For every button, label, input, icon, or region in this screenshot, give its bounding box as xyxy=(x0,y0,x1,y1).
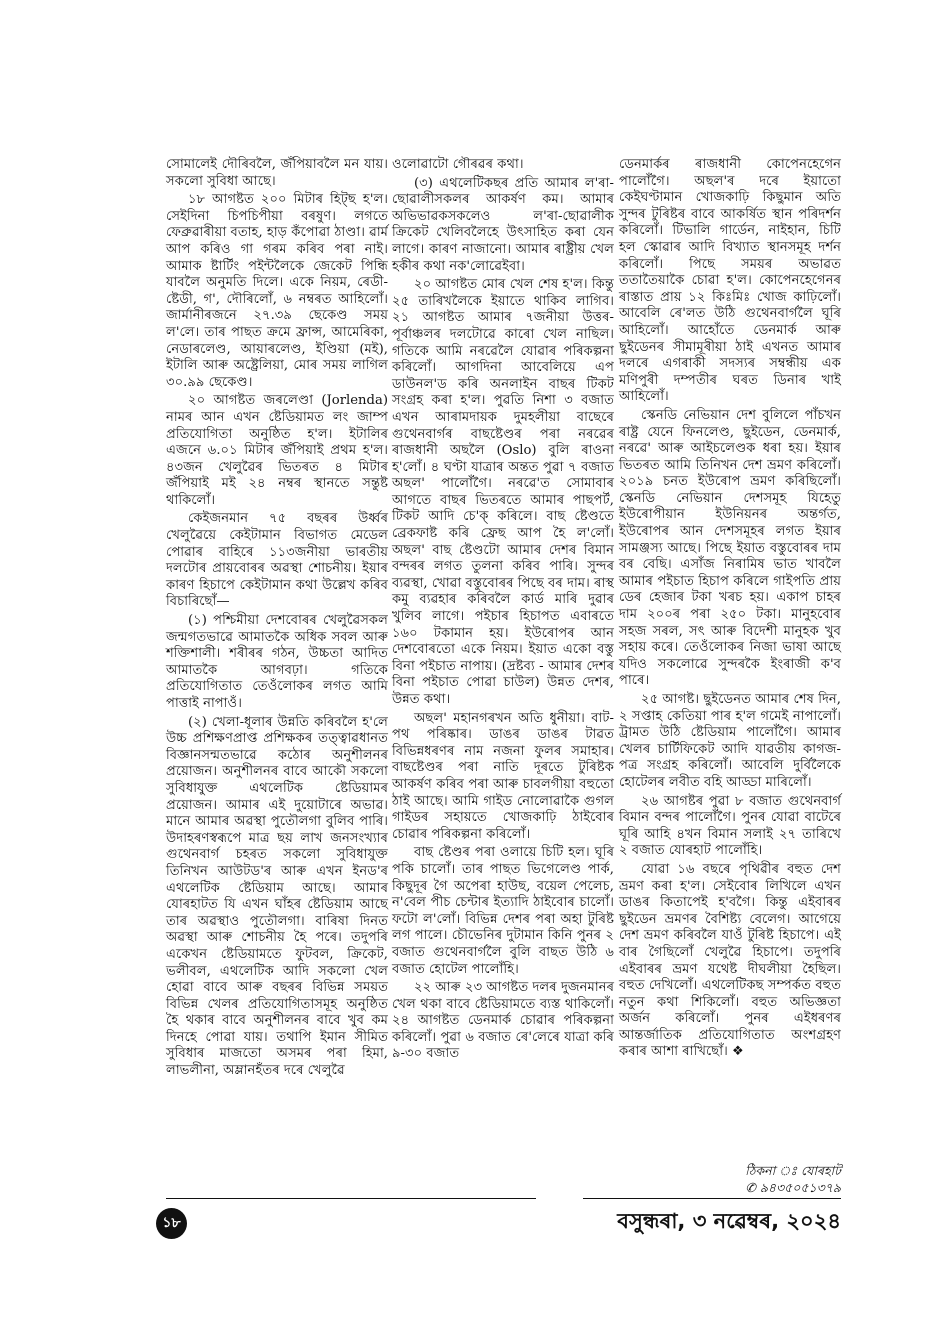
article-paragraph: (১) পশ্চিমীয়া দেশবোৰৰ খেলুৱৈসকল জন্মগতভাৱে আমাতকৈ অধিক সবল আৰু শক্তিশালী। শৰীৰৰ গঠন, উচ্চতা আদিত আমাতকৈ আগবঢ়া। গতিকে প্ৰতিযোগিতাত তেওঁলোকৰ লগত আমি পাত্তাই নাপাওঁ। xyxy=(166,613,388,711)
article-paragraph: ডেনমাৰ্কৰ ৰাজধানী কোপেনহেগেন পালোঁগৈ। অছল'ৰ দৰে ইয়াতো কেইঘণ্টামান খোজকাঢ়ি কিছুমান অতি সুন্দৰ টুৰিষ্টৰ বাবে আকৰ্ষিত স্থান পৰিদৰ্শন কৰিলোঁ। টিভালি গাৰ্ডেন, নাইহান, চিটি হল স্কোৱাৰ আদি বিখ্যাত স্থানসমূহ দৰ্শন কৰিলোঁ। পিছে সময়ৰ অভাৱত ততাতৈয়াকৈ চোৱা হ'ল। কোপেনহেগেনৰ ৰাস্তাত প্ৰায় ১২ কিঃমিঃ খোজ কাঢ়িলোঁ। আবেলি ৰে'লত উঠি গুথেনবাৰ্গলৈ ঘূৰি আহিলোঁ। আহোঁতে ডেনমাৰ্ক আৰু ছুইডেনৰ সীমামূৰীয়া ঠাই এখনত আমাৰ দলৰে এগৰাকী সদস্যৰ সম্বন্ধীয় এক মণিপুৰী দম্পতীৰ ঘৰত ডিনাৰ খাই আহিলোঁ। xyxy=(619,157,841,405)
article-paragraph: স্কেনডি নেভিয়ান দেশ বুলিলে পাঁচখন ৰাষ্ট্ৰ যেনে ফিনলেণ্ড, ছুইডেন, ডেনমাৰ্ক, নৰৱে' আৰু আইচলেণ্ডক ধৰা হয়। ইয়াৰ ভিতৰত আমি তিনিখন দেশ ভ্ৰমণ কৰিলোঁ। ২০১৯ চনত ইউৰোপ ভ্ৰমণ কৰিছিলোঁ। স্কেনডি নেভিয়ান দেশসমূহ যিহেতু ইউৰোপীয়ান ইউনিয়নৰ অন্তৰ্গত, ইউৰোপৰ আন দেশসমূহৰ লগত ইয়াৰ সামঞ্জস্য আছে। পিছে ইয়াত বস্তুবোৰৰ দাম বৰ বেছি। এসাঁজ নিৰামিষ ভাত খাবলৈ আমাৰ পইচাত হিচাপ কৰিলে গাইপতি প্ৰায় ডেৰ হেজাৰ টকা খৰচ হয়। একাপ চাহৰ দাম ২০০ৰ পৰা ২৫০ টকা। মানুহবোৰ সহজ সৰল, সৎ আৰু বিদেশী মানুহক খুব সহায় কৰে। তেওঁলোকৰ নিজা ভাষা আছে যদিও সকলোৱে সুন্দৰকৈ ইংৰাজী ক'ব পাৰে। xyxy=(619,407,841,689)
magazine-title-date: বসুন্ধৰা, ৩ নৱেম্বৰ, ২০২৪ xyxy=(617,1209,841,1233)
article-paragraph: (৩) এথলেটিকছৰ প্ৰতি আমাৰ ল'ৰা-ছোৱালীসকলৰ আকৰ্ষণ কম। আমাৰ অভিভাৱকসকলেও ল'ৰা-ছোৱালীক ক্ৰিকেট খেলিবলৈহে উৎসাহিত কৰা যেন লাগে। কাৰণ নাজানো। আমাৰ ৰাষ্ট্ৰীয় খেল হকীৰ কথা নক'লোৱেইবা। xyxy=(392,175,614,274)
footer-rule-right xyxy=(583,1198,841,1199)
article-paragraph: ওলোৱাটো গৌৰৱৰ কথা। xyxy=(392,157,524,172)
article-paragraph: ২০ আগষ্টত জৰলেণ্ডা (Jorlenda) নামৰ আন এখন ষ্টেডিয়ামত লং জাম্প প্ৰতিযোগিতা অনুষ্ঠিত হ'ল। ইটালিৰ এজনে ৬.০১ মিটাৰ জঁপিয়াই প্ৰথম হ'ল। ৪৩জন খেলুৱৈৰ ভিতৰত ৪ মিটাৰ জঁপিয়াই মই ২৪ নম্বৰ স্থানতে সন্তুষ্ট থাকিলোঁ। xyxy=(166,393,388,508)
article-paragraph: ২৬ আগষ্টৰ পুৱা ৮ বজাত গুথেনবাৰ্গ বিমান বন্দৰ পালোঁগৈ। পুনৰ যোৱা বাটেৰে ঘূৰি আহি ৪খন বিমান সলাই ২৭ তাৰিখে ২ বজাত যোৰহাট পালোঁহি। xyxy=(619,793,841,859)
article-paragraph: ২২ আৰু ২৩ আগষ্টত দলৰ দুজনমানৰ খেল থকা বাবে ষ্টেডিয়ামতে ব্যস্ত থাকিলোঁ। ২৪ আগষ্টত ডেনমাৰ্ক চোৱাৰ পৰিকল্পনা কৰিলোঁ। পুৱা ৬ বজাত ৰে'লেৰে যাত্ৰা কৰি ৯-৩০ বজাত xyxy=(392,980,614,1062)
article-paragraph: কেইজনমান ৭৫ বছৰৰ উৰ্ধ্বৰ খেলুৱৈয়ে কেইটামান বিভাগত মেডেল পোৱাৰ বাহিৰে ১১৩জনীয়া ভাৰতীয় দলটোৰ প্ৰায়বোৰৰ অৱস্থা শোচনীয়। ইয়াৰ কাৰণ হিচাপে কেইটামান কথা উল্লেখ কৰিব বিচাৰিছোঁ— xyxy=(166,511,388,610)
article-paragraph: বাছ ষ্টেণ্ডৰ পৰা ওলায়ে চিটি হল। ঘূৰি পকি চালোঁ। তাৰ পাছত ভিগেলেণ্ড পাৰ্ক, কিছুদূৰ গৈ অপেৰা হাউছ, বয়েল পেলেচ, ন'বেল পীচ চেন্টাৰ ইত্যাদি ঠাইবোৰ চালোঁ। ফটো ল'লোঁ। বিভিন্ন দেশৰ পৰা অহা টুৰিষ্ট লগ পালে। চৌভেনিৰ দুটামান কিনি পুনৰ ২ বজাত গুথেনবাৰ্গলৈ বুলি বাছত উঠি ৬ বজাত হোটেল পালোঁহি। xyxy=(392,845,614,977)
article-paragraph: সোমালেই দৌৰিবলৈ, জঁপিয়াবলৈ মন যায়। সকলো সুবিধা আছে। xyxy=(166,157,388,189)
page-number-badge: ১৮ xyxy=(156,1208,187,1239)
article-column-1 xyxy=(166,157,388,1082)
author-phone: ✆ ৯৪৩৫০৫১৩৭৯ xyxy=(745,1180,841,1195)
article-paragraph: অছল' মহানগৰখন অতি ধুনীয়া। বাট-পথ পৰিষ্কাৰ। ডাঙৰ ডাঙৰ টাৱত বিভিন্নধৰণৰ নাম নজনা ফুলৰ সমাহাৰ। বাছষ্টেণ্ডৰ পৰা নাতি দূৰতে টুৰিষ্টক আকৰ্ষণ কৰিব পৰা আৰু চাবলগীয়া বহুতো ঠাই আছে। আমি গাইড নোলোৱাকৈ গুগল গাইডৰ সহায়তে খোজকাঢ়ি ঠাইবোৰ চোৱাৰ পৰিকল্পনা কৰিলোঁ। xyxy=(392,710,614,842)
article-paragraph: (২) খেলা-ধূলাৰ উন্নতি কৰিবলৈ হ'লে উচ্চ প্ৰশিক্ষণপ্ৰাপ্ত প্ৰশিক্ষকৰ তত্ত্বাৱধানত বিজ্ঞানসন্মতভাৱে কঠোৰ অনুশীলনৰ প্ৰয়োজন। অনুশীলনৰ বাবে আকৌ সকলো সুবিধাযুক্ত এথলেটিক ষ্টেডিয়ামৰ প্ৰয়োজন। আমাৰ এই দুয়োটাৰে অভাৱ। মানে আমাৰ অৱস্থা পুতৌলগা বুলিব পাৰি। উদাহৰণস্বৰূপে মাত্ৰ ছয় লাখ জনসংখ্যাৰ গুথেনবাৰ্গ চহৰত সকলো সুবিধাযুক্ত তিনিখন আউটড'ৰ আৰু এখন ইনড'ৰ এথলেটিক ষ্টেডিয়াম আছে। আমাৰ যোৰহাটত যি এখন ঘাঁহৰ ষ্টেডিয়াম আছে তাৰ অৱস্থাও পুতৌলগা। বাৰিষা দিনত অৱস্থা আৰু শোচনীয় হৈ পৰে। তদুপৰি একেখন ষ্টেডিয়ামতে ফুটবল, ক্ৰিকেট, ভলীবল, এথলেটিক আদি সকলো খেল হোৱা বাবে আৰু বছৰৰ বিভিন্ন সময়ত বিভিন্ন খেলৰ প্ৰতিযোগিতাসমূহ অনুষ্ঠিত হৈ থকাৰ বাবে অনুশীলনৰ বাবে খুব কম দিনহে পোৱা যায়। তথাপি ইমান সীমিত সুবিধাৰ মাজতো অসমৰ পৰা হিমা, লাভলীনা, অম্লানহঁতৰ দৰে খেলুৱৈ xyxy=(166,714,388,1079)
article-paragraph: ১৮ আগষ্টত ২০০ মিটাৰ হিট্ছ হ'ল। সেইদিনা চিপচিপীয়া বৰষুণ। লগতে ফেব্ৰুৱাৰীয়া বতাহ, হাড় কঁপোৱা ঠাণ্ডা। ৱাৰ্ম আপ কৰিও গা গৰম কৰিব পৰা নাই। আমাক ষ্টাৰ্টিং পইন্টলৈকে জেকেট পিন্ধি যাবলৈ অনুমতি দিলে। একে নিয়ম, ৰেডী-ষ্টেডী, গ', দৌৰিলোঁ, ৬ নম্বৰত আহিলোঁ। জাৰ্মানীৰজনে ২৭.৩৯ ছেকেণ্ড সময় ল'লে। তাৰ পাছত ক্ৰমে ফ্ৰান্স, আমেৰিকা, নেডাৰলেণ্ড, আয়াৰলেণ্ড, ইণ্ডিয়া (মই), ইটালি আৰু অষ্ট্ৰেলিয়া, মোৰ সময় লাগিল ৩০.৯৯ ছেকেণ্ড। xyxy=(166,192,388,390)
article-column-2 xyxy=(392,157,614,1065)
article-paragraph: ২৫ আগষ্ট। ছুইডেনত আমাৰ শেষ দিন, ২ সপ্তাহ কেতিয়া পাৰ হ'ল গমেই নাপালোঁ। ট্ৰামত উঠি ষ্টেডিয়াম পালোঁগৈ। আমাৰ খেলৰ চাৰ্টিফিকেট আদি যাৱতীয় কাগজ-পত্ৰ সংগ্ৰহ কৰিলোঁ। আবেলি দুৰ্বিলৈকে হোটেলৰ লবীত বহি আড্ডা মাৰিলোঁ। xyxy=(619,692,841,790)
author-address: ঠিকনা ঃ যোৰহাট xyxy=(745,1163,841,1178)
article-paragraph: ২০ আগষ্টত মোৰ খেল শেষ হ'ল। কিন্তু ২৫ তাৰিখলৈকে ইয়াতে থাকিব লাগিব। ২১ আগষ্টত আমাৰ ৭জনীয়া উত্তৰ-পূৰ্বাঞ্চলৰ দলটোৱে কাৰো খেল নাছিল। গতিকে আমি নৰৱেলৈ যোৱাৰ পৰিকল্পনা কৰিলোঁ। আগদিনা আবেলিয়ে এপ ডাউনল'ড কৰি অনলাইন বাছৰ টিকট সংগ্ৰহ কৰা হ'ল। পুৱতি নিশা ৩ বজাত এখন আৰামদায়ক দুমহলীয়া বাছেৰে গুথেনবাৰ্গৰ বাছষ্টেণ্ডৰ পৰা নৰৱেৰ ৰাজধানী অছলৈ (Oslo) বুলি ৰাওনা হ'লোঁ। ৪ ঘণ্টা যাত্ৰাৰ অন্তত পুৱা ৭ বজাত অছল' পালোঁগৈ। নৰৱে'ত সোমাবাৰ আগতে বাছৰ ভিতৰতে আমাৰ পাছপৰ্ট, টিকট আদি চে'ক্ কৰিলে। বাছ ষ্টেণ্ডতে ব্ৰেকফাষ্ট কৰি ফ্ৰেছ আপ হৈ ল'লোঁ। অছল' বাছ ষ্টেণ্ডটো আমাৰ দেশৰ বিমান বন্দৰৰ লগত তুলনা কৰিব পাৰি। সুন্দৰ ব্যৱস্থা, খোৱা বস্তুবোৰৰ পিছে বৰ দাম। ৰাস্থ কমু ব্যৱহাৰ কৰিবলৈ কাৰ্ড মাৰি দুৱাৰ খুলিব লাগে। পইচাৰ হিচাপত এবাৰতে ১৬০ টকামান হয়। ইউৰোপৰ আন দেশবোৰতো একে নিয়ম। ইয়াত একো বস্তু বিনা পইচাত নাপায়। (দ্ৰষ্টব্য - আমাৰ দেশৰ বিনা পইচাত পোৱা চাউল) উন্নত দেশৰ, উন্নত কথা। xyxy=(392,277,614,707)
article-column-3 xyxy=(619,157,841,1063)
footer-rule-left xyxy=(166,1198,536,1199)
article-paragraph: যোৱা ১৬ বছৰে পৃথিৱীৰ বহুত দেশ ভ্ৰমণ কৰা হ'ল। সেইবোৰ লিখিলে এখন ডাঙৰ কিতাপেই হ'বগৈ। কিন্তু এইবাৰৰ ছুইডেন ভ্ৰমণৰ বৈশিষ্ট্য বেলেগ। আগেয়ে দেশ ভ্ৰমণ কৰিবলৈ যাওঁ টুৰিষ্ট হিচাপে। এই বাৰ গৈছিলোঁ খেলুৱৈ হিচাপে। তদুপৰি এইবাৰৰ ভ্ৰমণ যথেষ্ট দীঘলীয়া হৈছিল। বহুত দেখিলোঁ। এথলেটিকছ সম্পৰ্কত বহুত নতুন কথা শিকিলোঁ। বহুত অভিজ্ঞতা অৰ্জন কৰিলোঁ। পুনৰ এইধৰণৰ আন্তৰ্জাতিক প্ৰতিযোগিতাত অংশগ্ৰহণ কৰাৰ আশা ৰাখিছোঁ। ❖ xyxy=(619,861,841,1060)
